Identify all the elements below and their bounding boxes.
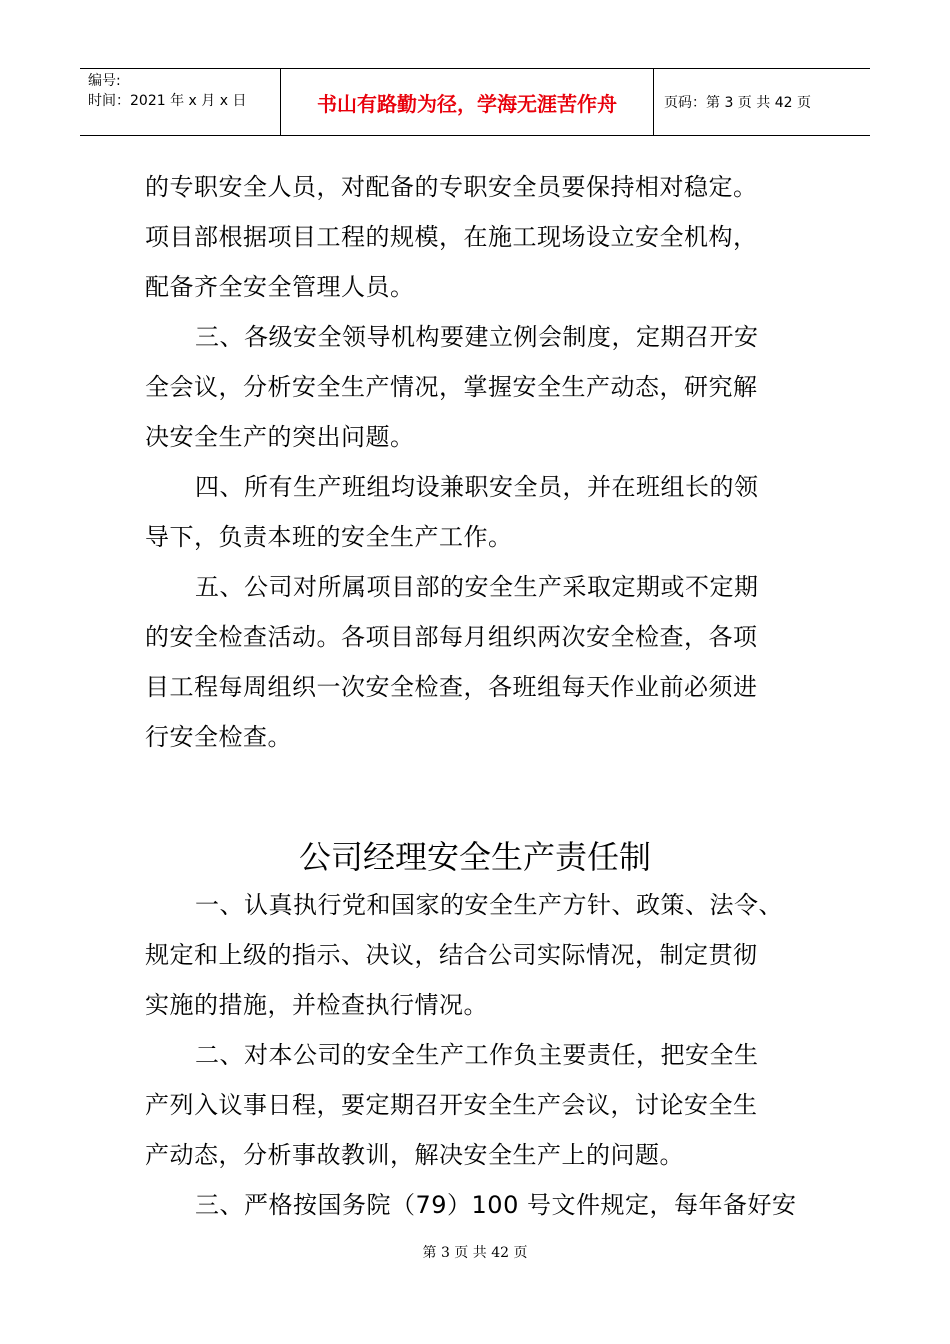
header-page-cell	[654, 69, 870, 135]
body-line: 配备齐全安全管理人员。	[145, 273, 415, 301]
section-line: 一、认真执行党和国家的安全生产方针、政策、法令、	[195, 891, 783, 919]
section-line: 产列入议事日程，要定期召开安全生产会议，讨论安全生	[145, 1091, 758, 1119]
header-motto-cell	[280, 69, 654, 135]
page-footer: 第 3 页 共 42 页	[422, 1245, 528, 1261]
body-line: 导下，负责本班的安全生产工作。	[145, 523, 513, 551]
body-line: 的专职安全人员，对配备的专职安全员要保持相对稳定。	[145, 173, 758, 201]
section-line: 实施的措施，并检查执行情况。	[145, 991, 488, 1019]
body-line: 五、公司对所属项目部的安全生产采取定期或不定期	[195, 573, 759, 601]
section-title: 公司经理安全生产责任制	[298, 838, 651, 876]
body-text	[145, 162, 825, 762]
body-line: 全会议，分析安全生产情况，掌握安全生产动态，研究解	[145, 373, 758, 401]
body-line: 目工程每周组织一次安全检查，各班组每天作业前必须进	[145, 673, 758, 701]
section-line: 产动态，分析事故教训，解决安全生产上的问题。	[145, 1141, 684, 1169]
page-header	[80, 68, 870, 136]
body-line: 四、所有生产班组均设兼职安全员，并在班组长的领	[195, 473, 759, 501]
body-line: 决安全生产的突出问题。	[145, 423, 415, 451]
doc-date-label: 时间：2021 年 x 月 x 日	[88, 93, 247, 109]
header-meta-cell	[80, 69, 280, 135]
section-line: 二、对本公司的安全生产工作负主要责任，把安全生	[195, 1041, 759, 1069]
body-line: 行安全检查。	[145, 723, 292, 751]
body-line: 三、各级安全领导机构要建立例会制度，定期召开安	[195, 323, 759, 351]
header-page-info: 页码：第 3 页 共 42 页	[664, 95, 811, 111]
body-line: 的安全检查活动。各项目部每月组织两次安全检查，各项	[145, 623, 758, 651]
header-motto: 书山有路勤为径，学海无涯苦作舟	[317, 92, 617, 116]
section-line: 三、严格按国务院（79）100 号文件规定，每年备好安	[195, 1191, 797, 1219]
doc-code-label: 编号:	[88, 73, 121, 89]
section-text	[145, 880, 845, 1230]
body-line: 项目部根据项目工程的规模，在施工现场设立安全机构，	[145, 223, 758, 251]
section-line: 规定和上级的指示、决议，结合公司实际情况，制定贯彻	[145, 941, 758, 969]
